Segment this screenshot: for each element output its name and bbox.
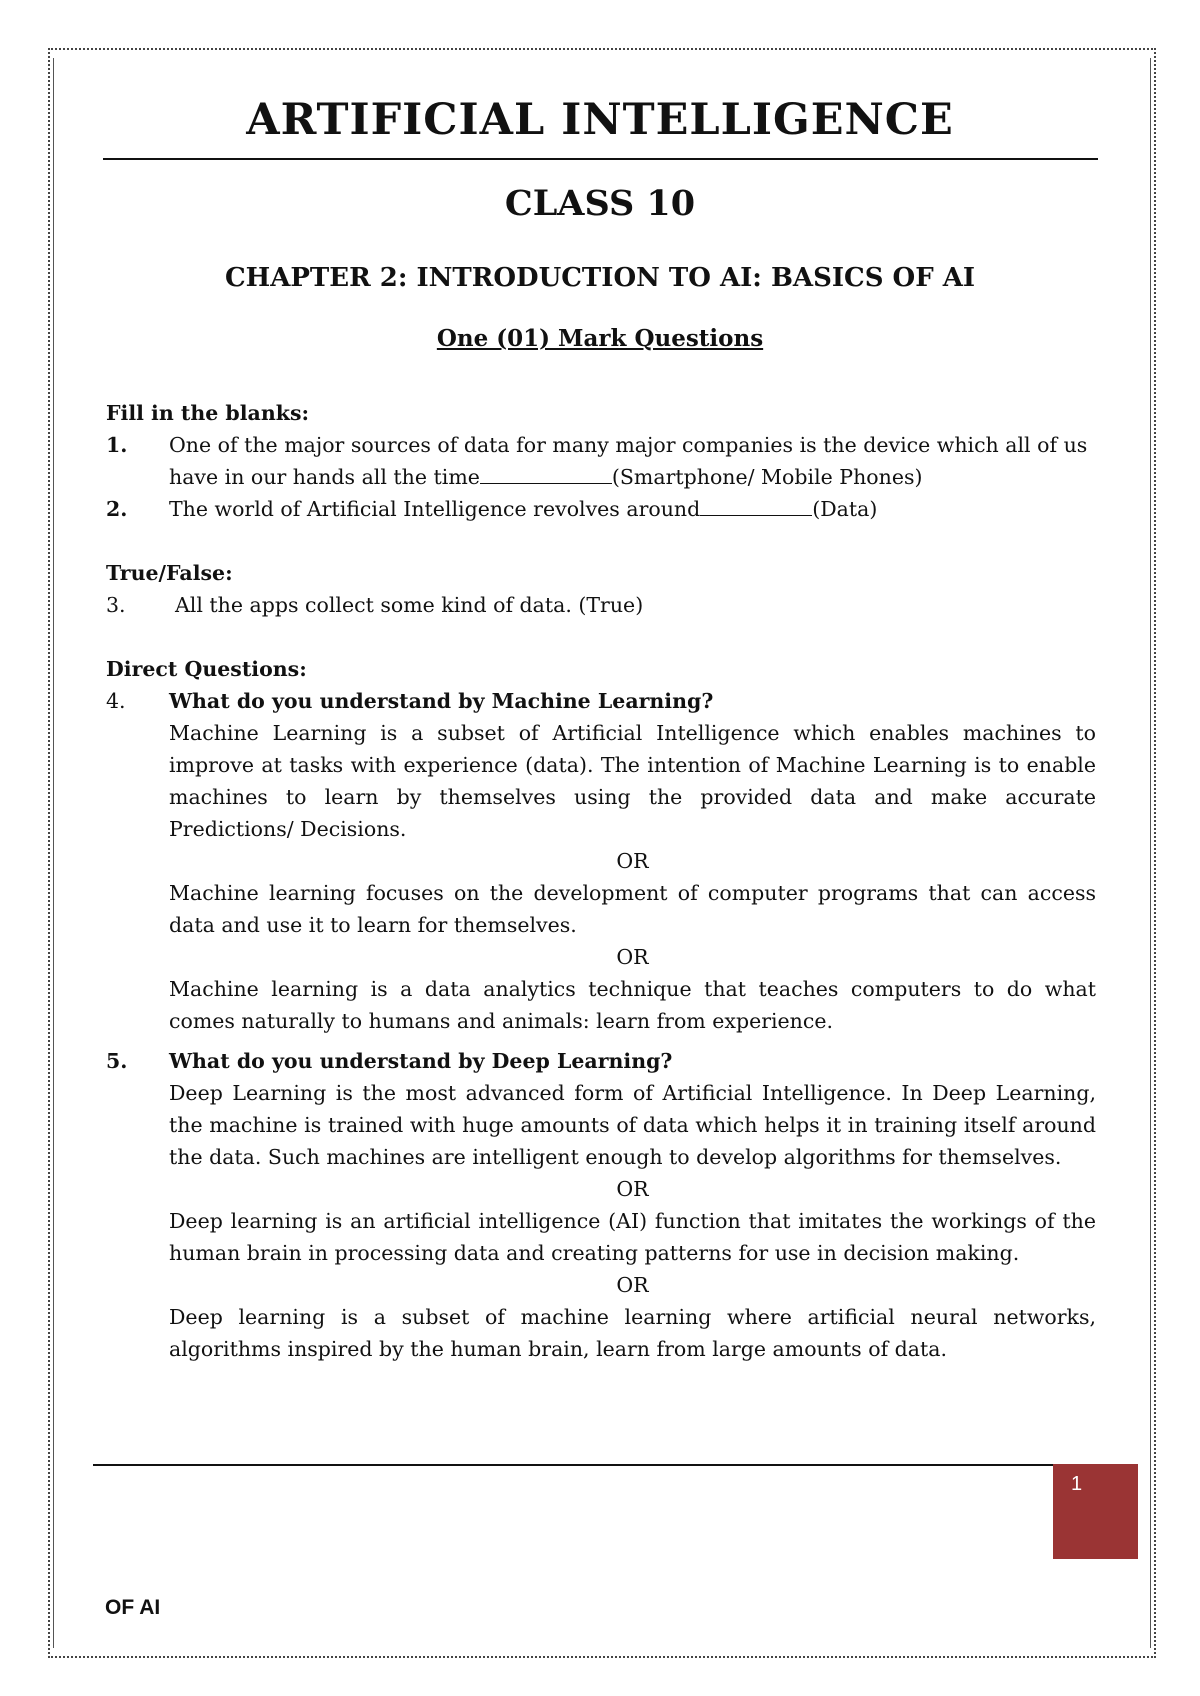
fill-blanks-heading: Fill in the blanks: <box>106 401 310 425</box>
question-text <box>169 493 1096 525</box>
true-false-heading: True/False: <box>106 561 233 585</box>
or-separator: OR <box>616 1273 649 1297</box>
question-text: All the apps collect some kind of data. (True) <box>175 593 644 617</box>
question-line: have in our hands all the time <box>169 465 480 489</box>
question-answer-block <box>169 685 1096 1037</box>
question-3 <box>106 589 1096 621</box>
question-answer-block <box>169 1045 1096 1365</box>
document-body <box>106 397 1096 1365</box>
or-separator: OR <box>616 1177 649 1201</box>
question-4 <box>106 685 1096 1037</box>
section-heading: One (01) Mark Questions <box>436 325 764 352</box>
answer-text: Deep learning is a subset of machine learning where artificial neural networks, algorithms inspired by the human brain, learn from large amounts of data. <box>169 1305 1096 1361</box>
question-text: What do you understand by Machine Learning? <box>169 689 714 713</box>
or-separator: OR <box>616 945 649 969</box>
answer-hint: (Data) <box>812 497 878 521</box>
or-separator: OR <box>616 849 649 873</box>
answer-text: Machine Learning is a subset of Artificial Intelligence which enables machines to improve at tasks with experience (data). The intention of Machine Learning is to enable machines to learn by themselves using the provided data and make accurate Predictions/ Decisions. <box>169 721 1096 841</box>
question-line: The world of Artificial Intelligence revolves around <box>169 497 701 521</box>
question-5 <box>106 1045 1096 1365</box>
class-heading: CLASS 10 <box>504 183 696 224</box>
question-text: What do you understand by Deep Learning? <box>169 1049 673 1073</box>
answer-blank <box>700 495 812 516</box>
question-number: 1. <box>106 433 128 457</box>
question-number: 5. <box>106 1049 128 1073</box>
page-number-badge <box>1053 1464 1138 1559</box>
footer-rule <box>93 1464 1053 1466</box>
answer-text: Machine learning is a data analytics technique that teaches computers to do what comes naturally to humans and animals: learn from experience. <box>169 977 1096 1033</box>
question-1 <box>106 429 1096 493</box>
question-number: 2. <box>106 497 128 521</box>
footer-text: OF AI <box>105 1596 161 1619</box>
question-2 <box>106 493 1096 525</box>
question-text <box>169 429 1096 493</box>
answer-hint: (Smartphone/ Mobile Phones) <box>611 465 923 489</box>
document-title: ARTIFICIAL INTELLIGENCE <box>246 95 954 145</box>
chapter-heading: CHAPTER 2: INTRODUCTION TO AI: BASICS OF AI <box>224 263 976 293</box>
page-number: 1 <box>1071 1473 1083 1495</box>
question-number: 3. <box>106 593 126 617</box>
direct-questions-heading: Direct Questions: <box>106 657 307 681</box>
answer-text: Deep learning is an artificial intelligence (AI) function that imitates the workings of the human brain in processing data and creating patterns for use in decision making. <box>169 1209 1096 1265</box>
answer-blank <box>480 463 612 484</box>
question-number: 4. <box>106 689 126 713</box>
title-rule <box>103 158 1098 160</box>
answer-text: Deep Learning is the most advanced form of Artificial Intelligence. In Deep Learning, the machine is trained with huge amounts of data which helps it in training itself around the data. Such machines are intelligent enough to develop algorithms for themselves. <box>169 1081 1096 1169</box>
answer-text: Machine learning focuses on the development of computer programs that can access data and use it to learn for themselves. <box>169 881 1096 937</box>
question-line: One of the major sources of data for many major companies is the device which all of us <box>169 433 1088 457</box>
